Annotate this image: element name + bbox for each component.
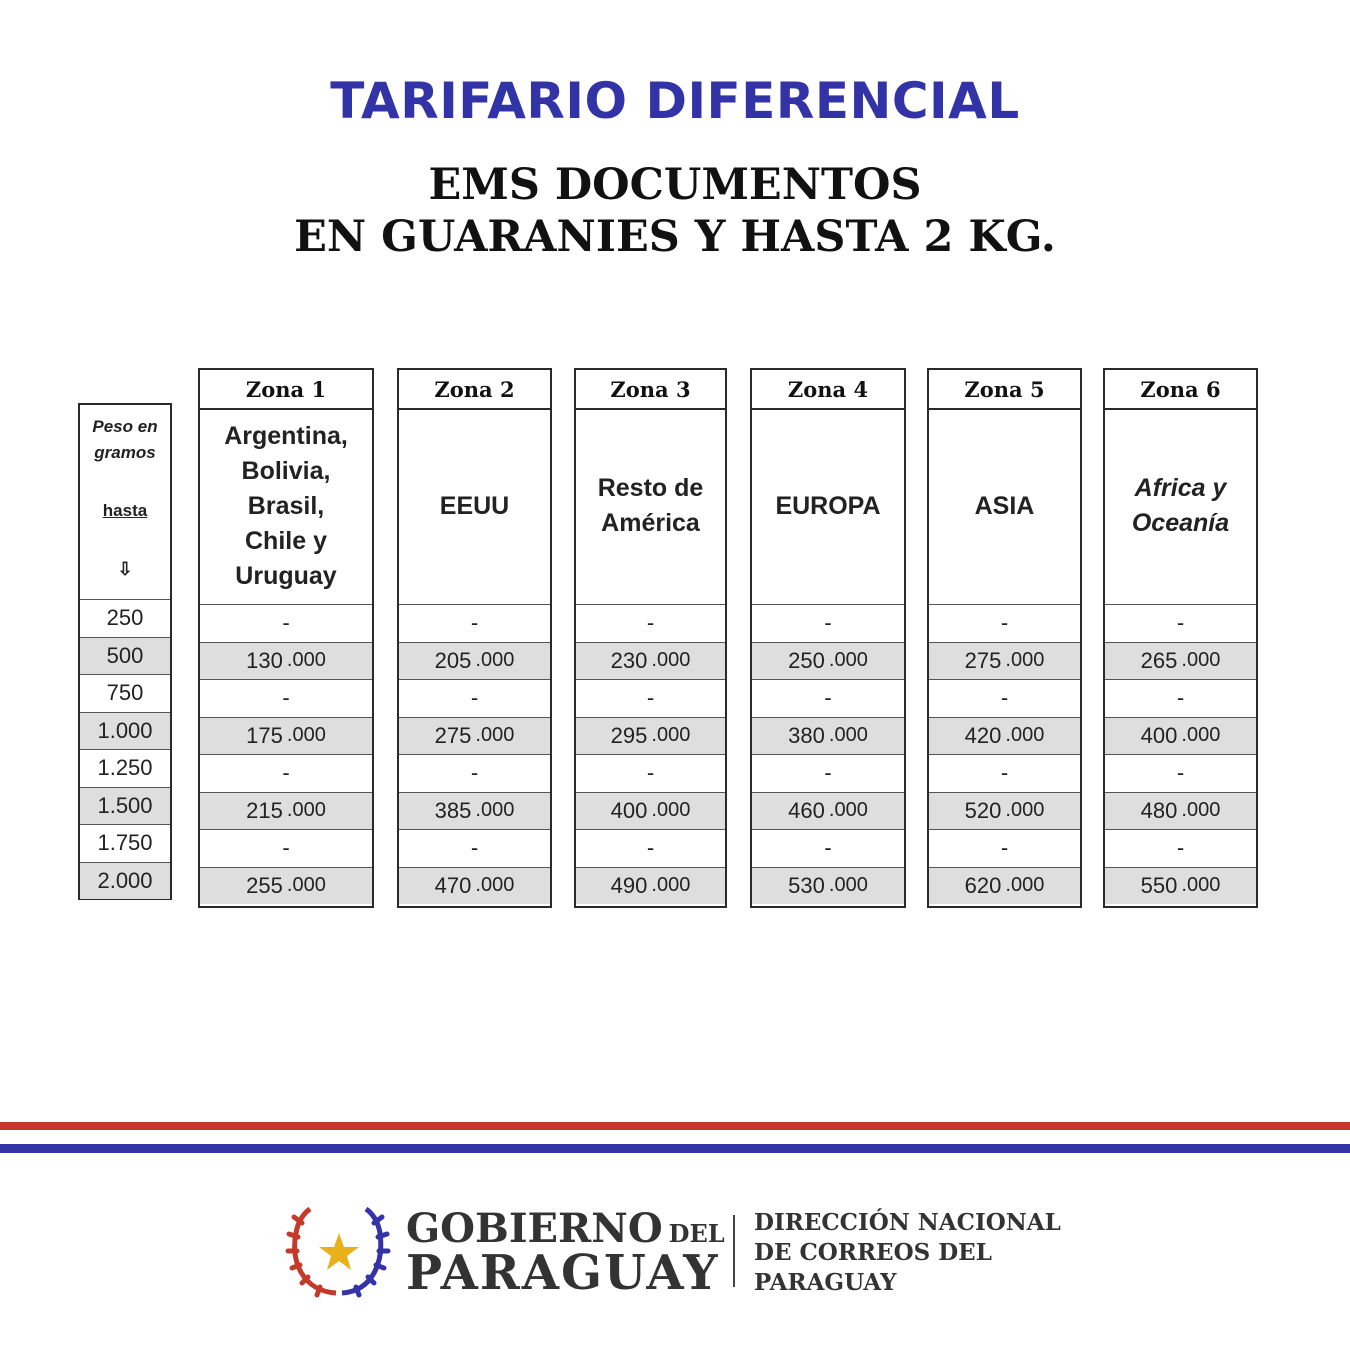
price-thousands-suffix: .000 xyxy=(286,874,326,897)
price-cell xyxy=(200,642,372,680)
price-value: 230 xyxy=(610,647,648,673)
price-value: 530 xyxy=(788,872,825,898)
price-cell xyxy=(1105,867,1256,905)
price-value: 460 xyxy=(788,797,825,823)
price-value: - xyxy=(470,760,479,786)
zone-column xyxy=(574,368,727,908)
price-value: 175 xyxy=(246,722,283,748)
price-cell xyxy=(576,679,725,717)
price-cell xyxy=(1105,717,1256,755)
agency-name-line-2: DE CORREOS DEL xyxy=(754,1239,992,1266)
price-cell xyxy=(200,679,372,717)
footer-divider xyxy=(733,1215,735,1287)
price-cell xyxy=(752,679,904,717)
price-thousands-suffix: .000 xyxy=(651,724,691,747)
zone-region-name: Resto de América xyxy=(597,474,704,537)
price-cell xyxy=(929,867,1080,905)
price-value: - xyxy=(282,685,290,711)
price-cell xyxy=(1105,754,1256,792)
price-value: - xyxy=(282,760,290,786)
price-value: 130 xyxy=(246,647,283,673)
price-cell xyxy=(1105,679,1256,717)
price-cell xyxy=(200,867,372,905)
price-value: 250 xyxy=(788,647,825,673)
weight-cell: 1.750 xyxy=(80,824,170,862)
price-thousands-suffix: .000 xyxy=(828,799,868,822)
price-value: - xyxy=(646,835,655,861)
price-cell xyxy=(576,604,725,642)
weight-label-line-2: gramos xyxy=(94,443,156,462)
price-cell xyxy=(399,792,550,830)
price-value: 275 xyxy=(434,722,472,748)
price-value: - xyxy=(646,610,655,636)
flag-stripe-red xyxy=(0,1122,1350,1130)
price-thousands-suffix: .000 xyxy=(1005,874,1045,897)
price-cell xyxy=(576,717,725,755)
price-cell xyxy=(200,829,372,867)
price-cell xyxy=(752,829,904,867)
weight-label-line-3: hasta xyxy=(102,501,148,520)
zone-region-name: EUROPA xyxy=(775,491,881,520)
price-cell xyxy=(1105,829,1256,867)
weight-cell: 250 xyxy=(80,599,170,637)
price-value: - xyxy=(1176,760,1185,786)
price-cell xyxy=(929,829,1080,867)
gov-name-line-2: PARAGUAY xyxy=(406,1245,720,1301)
price-value: 385 xyxy=(434,797,472,823)
price-cell xyxy=(399,829,550,867)
price-thousands-suffix: .000 xyxy=(286,649,326,672)
zone-region-name: Argentina, Bolivia, Brasil, Chile y Uruguay xyxy=(224,421,348,590)
subtitle-line-1: EMS DOCUMENTOS xyxy=(428,160,922,210)
weight-rows xyxy=(80,599,170,899)
price-value: 480 xyxy=(1140,797,1178,823)
price-value: - xyxy=(1000,610,1009,636)
price-cell xyxy=(399,867,550,905)
price-cell xyxy=(752,604,904,642)
zone-header: Zona 5 xyxy=(929,370,1080,410)
zone-header: Zona 1 xyxy=(200,370,372,410)
price-thousands-suffix: .000 xyxy=(475,724,515,747)
price-cell xyxy=(200,604,372,642)
price-cell xyxy=(929,604,1080,642)
price-cell xyxy=(929,717,1080,755)
price-value: 400 xyxy=(610,797,648,823)
price-thousands-suffix: .000 xyxy=(1181,874,1221,897)
price-cell xyxy=(399,754,550,792)
weight-cell: 1.250 xyxy=(80,749,170,787)
price-value: 620 xyxy=(964,872,1002,898)
weight-cell: 500 xyxy=(80,637,170,675)
zone-region-name: Africa y Oceanía xyxy=(1131,474,1230,537)
price-thousands-suffix: .000 xyxy=(1005,649,1045,672)
price-thousands-suffix: .000 xyxy=(286,799,326,822)
price-thousands-suffix: .000 xyxy=(286,724,326,747)
price-cell xyxy=(576,792,725,830)
price-thousands-suffix: .000 xyxy=(828,724,868,747)
flag-stripe-blue xyxy=(0,1144,1350,1153)
price-value: - xyxy=(282,835,290,861)
price-cell xyxy=(752,792,904,830)
price-value: - xyxy=(1176,610,1185,636)
zone-column xyxy=(397,368,552,908)
price-thousands-suffix: .000 xyxy=(475,874,515,897)
weight-cell: 1.500 xyxy=(80,787,170,825)
price-value: 295 xyxy=(610,722,648,748)
zone-header: Zona 6 xyxy=(1105,370,1256,410)
zone-column xyxy=(927,368,1082,908)
zone-price-rows xyxy=(399,604,550,904)
price-thousands-suffix: .000 xyxy=(828,649,868,672)
price-thousands-suffix: .000 xyxy=(1005,799,1045,822)
price-cell xyxy=(929,754,1080,792)
zone-header: Zona 3 xyxy=(576,370,725,410)
price-thousands-suffix: .000 xyxy=(1181,649,1221,672)
price-cell xyxy=(399,642,550,680)
price-value: 550 xyxy=(1140,872,1178,898)
price-cell xyxy=(399,604,550,642)
price-value: - xyxy=(470,835,479,861)
footer xyxy=(0,1195,1350,1305)
price-cell xyxy=(576,829,725,867)
weight-cell: 750 xyxy=(80,674,170,712)
agency-name-line-3: PARAGUAY xyxy=(754,1269,897,1296)
price-cell xyxy=(200,717,372,755)
price-thousands-suffix: .000 xyxy=(828,874,868,897)
zone-region-name: ASIA xyxy=(974,491,1035,520)
price-cell xyxy=(200,754,372,792)
price-thousands-suffix: .000 xyxy=(1181,724,1221,747)
zone-region-name: EEUU xyxy=(439,491,510,520)
price-thousands-suffix: .000 xyxy=(651,649,691,672)
price-value: 205 xyxy=(434,647,472,673)
price-value: - xyxy=(282,610,290,636)
price-thousands-suffix: .000 xyxy=(475,649,515,672)
price-value: 420 xyxy=(964,722,1002,748)
price-value: - xyxy=(1000,835,1009,861)
price-cell xyxy=(1105,642,1256,680)
zone-column xyxy=(750,368,906,908)
page-title: TARIFARIO DIFERENCIAL xyxy=(330,72,1020,130)
price-value: 520 xyxy=(964,797,1002,823)
price-cell xyxy=(752,717,904,755)
price-value: - xyxy=(824,685,832,711)
price-cell xyxy=(1105,792,1256,830)
price-cell xyxy=(576,867,725,905)
zone-header: Zona 4 xyxy=(752,370,904,410)
price-value: 265 xyxy=(1140,647,1178,673)
zone-price-rows xyxy=(929,604,1080,904)
price-cell xyxy=(929,792,1080,830)
price-cell xyxy=(752,867,904,905)
price-cell xyxy=(399,717,550,755)
price-value: 215 xyxy=(246,797,283,823)
paraguay-emblem-icon xyxy=(284,1203,394,1299)
price-cell xyxy=(399,679,550,717)
price-thousands-suffix: .000 xyxy=(1181,799,1221,822)
price-thousands-suffix: .000 xyxy=(651,874,691,897)
price-value: - xyxy=(1000,760,1009,786)
price-cell xyxy=(929,679,1080,717)
price-value: - xyxy=(470,685,479,711)
price-cell xyxy=(200,792,372,830)
zone-column xyxy=(1103,368,1258,908)
price-value: - xyxy=(824,610,832,636)
zone-header: Zona 2 xyxy=(399,370,550,410)
weight-cell: 1.000 xyxy=(80,712,170,750)
price-value: - xyxy=(1176,835,1185,861)
price-cell xyxy=(929,642,1080,680)
price-value: 490 xyxy=(610,872,648,898)
price-value: 380 xyxy=(788,722,825,748)
price-value: - xyxy=(824,760,832,786)
price-value: - xyxy=(646,685,655,711)
price-cell xyxy=(576,642,725,680)
flag-stripe-white xyxy=(0,1130,1350,1144)
weight-column-header xyxy=(80,405,170,599)
price-value: 400 xyxy=(1140,722,1178,748)
gov-name-line-1: GOBIERNO DEL xyxy=(406,1205,725,1252)
price-thousands-suffix: .000 xyxy=(475,799,515,822)
price-cell xyxy=(752,642,904,680)
price-cell xyxy=(1105,604,1256,642)
price-value: 255 xyxy=(246,872,283,898)
price-cell xyxy=(752,754,904,792)
price-value: - xyxy=(1176,685,1185,711)
weight-cell: 2.000 xyxy=(80,862,170,900)
price-cell xyxy=(576,754,725,792)
zone-price-rows xyxy=(200,604,372,904)
price-value: - xyxy=(646,760,655,786)
price-value: - xyxy=(470,610,479,636)
zone-price-rows xyxy=(576,604,725,904)
price-value: - xyxy=(824,835,832,861)
weight-column xyxy=(78,403,172,900)
down-arrow-icon: ⇩ xyxy=(117,559,133,579)
zone-price-rows xyxy=(752,604,904,904)
zone-price-rows xyxy=(1105,604,1256,904)
weight-label-line-1: Peso en xyxy=(92,417,158,436)
zone-column xyxy=(198,368,374,908)
price-value: - xyxy=(1000,685,1009,711)
price-thousands-suffix: .000 xyxy=(1005,724,1045,747)
price-value: 275 xyxy=(964,647,1002,673)
subtitle-line-2: EN GUARANIES Y HASTA 2 KG. xyxy=(294,212,1056,262)
agency-name-line-1: DIRECCIÓN NACIONAL xyxy=(754,1209,1061,1236)
price-thousands-suffix: .000 xyxy=(651,799,691,822)
price-value: 470 xyxy=(434,872,472,898)
